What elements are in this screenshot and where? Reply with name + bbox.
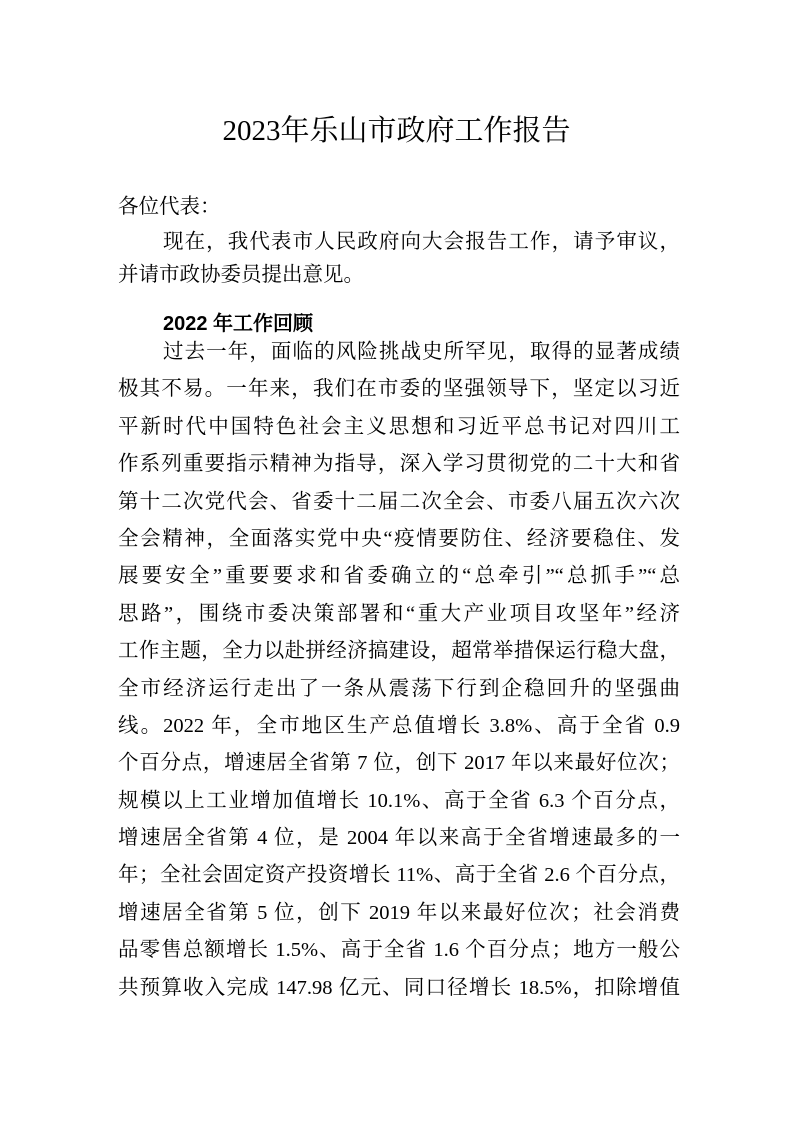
body-line: 过去一年，面临的风险挑战史所罕见，取得的显著成绩 [163,341,680,363]
body-line: 第十二次党代会、省委十二届二次全会、市委八届五次六次 [118,490,680,513]
body-line: 共预算收入完成 147.98 亿元、同口径增长 18.5%，扣除增值 [118,976,680,999]
intro-line: 现在，我代表市人民政府向大会报告工作，请予审议， [163,231,680,253]
body-line: 工作主题，全力以赴拼经济搞建设，超常举措保运行稳大盘， [118,640,680,663]
body-paragraph [118,339,680,1012]
section-heading: 2022 年工作回顾 [163,313,314,335]
body-line: 平新时代中国特色社会主义思想和习近平总书记对四川工 [118,415,680,438]
body-line: 年；全社会固定资产投资增长 11%、高于全省 2.6 个百分点， [118,864,680,887]
body-line: 增速居全省第 4 位，是 2004 年以来高于全省增速最多的一 [118,827,680,850]
body-line: 极其不易。一年来，我们在市委的坚强领导下，坚定以习近 [118,378,680,401]
body-line: 全会精神，全面落实党中央“疫情要防住、经济要稳住、发 [118,527,680,550]
body-line: 作系列重要指示精神为指导，深入学习贯彻党的二十大和省 [118,453,680,476]
document-title: 2023年乐山市政府工作报告 [222,115,571,147]
body-line: 规模以上工业增加值增长 10.1%、高于全省 6.3 个百分点， [118,789,680,812]
body-line: 个百分点，增速居全省第 7 位，创下 2017 年以来最好位次； [118,752,680,775]
body-line: 全市经济运行走出了一条从震荡下行到企稳回升的坚强曲 [118,677,680,700]
salutation: 各位代表： [118,196,221,218]
body-line: 思路”，围绕市委决策部署和“重大产业项目攻坚年”经济 [118,602,680,625]
body-line: 增速居全省第 5 位，创下 2019 年以来最好位次；社会消费 [118,901,680,924]
intro-line: 并请市政协委员提出意见。 [118,264,364,286]
body-line: 品零售总额增长 1.5%、高于全省 1.6 个百分点；地方一般公 [118,939,680,962]
body-line: 展要安全”重要要求和省委确立的“总牵引”“总抓手”“总 [118,565,680,588]
body-line: 线。2022 年，全市地区生产总值增长 3.8%、高于全省 0.9 [118,714,680,737]
